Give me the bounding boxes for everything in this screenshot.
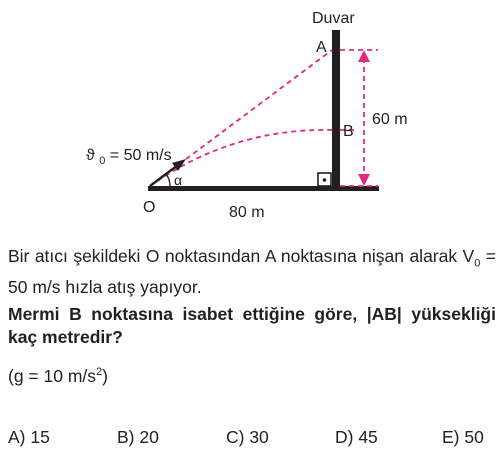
intro-subscript: 0 bbox=[474, 257, 481, 270]
wall-label: Duvar bbox=[312, 10, 355, 27]
velocity-symbol: ϑ bbox=[86, 147, 95, 164]
velocity-subscript: 0 bbox=[99, 155, 106, 167]
choice-c[interactable]: C) 30 bbox=[226, 427, 269, 447]
problem-intro bbox=[8, 245, 496, 299]
problem-question: Mermi B noktasına isabet ettiğine göre, |AB| yüksekliği kaç metredir? bbox=[8, 304, 496, 347]
right-angle-dot bbox=[323, 178, 327, 182]
distance-label: 80 m bbox=[229, 204, 265, 221]
given-text: (g = 10 m/s bbox=[8, 366, 97, 386]
angle-label: α bbox=[174, 172, 183, 188]
height-arrow-down bbox=[358, 174, 370, 186]
intro-rest: = 50 m/s hızla atış yapıyor. bbox=[8, 246, 496, 297]
point-a-label: A bbox=[316, 39, 327, 56]
velocity-value: = 50 m/s bbox=[109, 147, 172, 164]
choice-a[interactable]: A) 15 bbox=[8, 427, 50, 447]
wall bbox=[332, 30, 340, 188]
choice-e[interactable]: E) 50 bbox=[442, 427, 484, 447]
answer-choices bbox=[0, 427, 504, 451]
point-b-label: B bbox=[343, 123, 354, 140]
height-arrow-up bbox=[358, 50, 370, 62]
angle-arc bbox=[166, 174, 170, 186]
choice-d[interactable]: D) 45 bbox=[335, 427, 378, 447]
given-sup: 2 bbox=[96, 366, 103, 379]
choice-b[interactable]: B) 20 bbox=[117, 427, 159, 447]
height-label: 60 m bbox=[372, 111, 408, 128]
intro-text: Bir atıcı şekildeki O noktasından A noktasına nişan alarak V bbox=[8, 246, 475, 266]
given-end: ) bbox=[102, 366, 108, 386]
problem-given bbox=[8, 365, 496, 388]
velocity-label bbox=[86, 147, 172, 168]
point-o-label: O bbox=[143, 199, 156, 216]
